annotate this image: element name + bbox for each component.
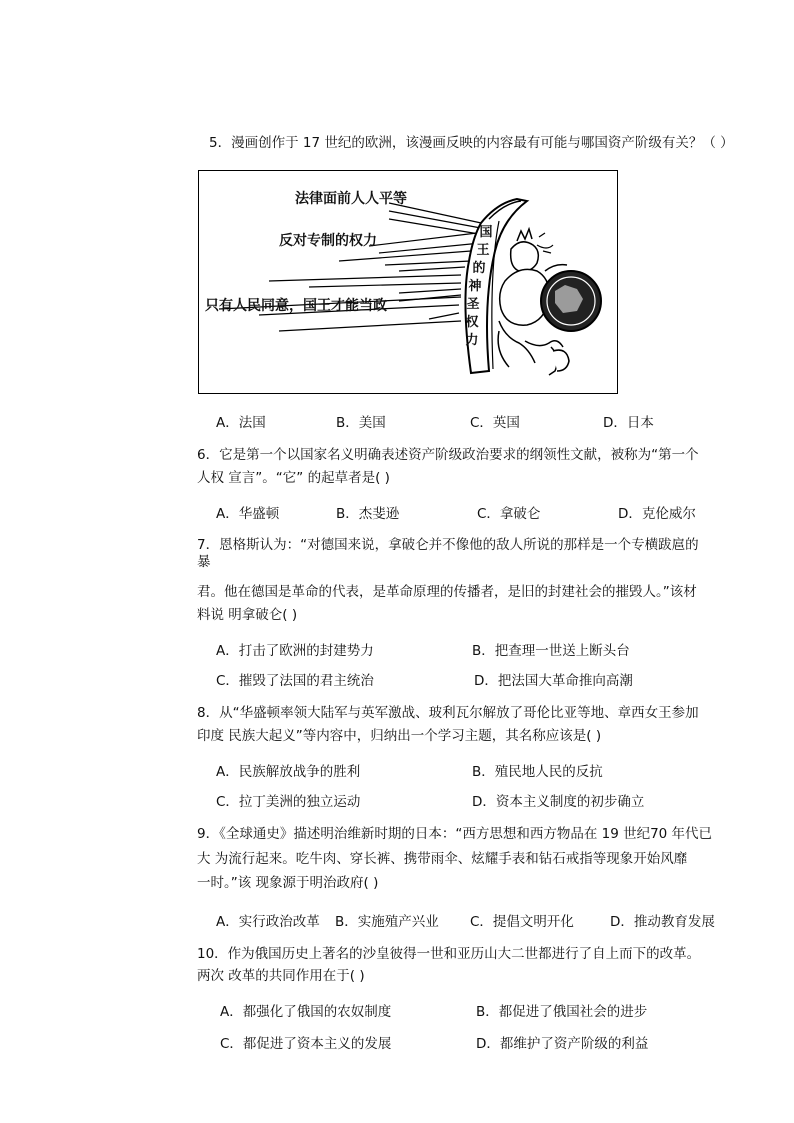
q5-option-b[interactable]: B．美国 [336,415,386,431]
q9-stem-line2: 大 为流行起来。吃牛肉、穿长裤、携带雨伞、炫耀手表和钻石戒指等现象开始风靡 [197,851,688,867]
cartoon-figure [198,170,618,394]
q5-option-c[interactable]: C．英国 [470,415,520,431]
q8-option-b[interactable]: B．殖民地人民的反抗 [472,764,603,780]
q7-option-d[interactable]: D．把法国大革命推向高潮 [474,673,633,689]
shield-char: 国 [479,225,493,240]
q9-stem-line3: 一时。”该 现象源于明治政府( ) [197,875,379,891]
q10-option-c[interactable]: C．都促进了资本主义的发展 [220,1036,392,1052]
q8-option-d[interactable]: D．资本主义制度的初步确立 [472,794,645,810]
q7-option-b[interactable]: B．把查理一世送上断头台 [472,643,630,659]
q9-option-c[interactable]: C．提倡文明开化 [470,914,574,930]
q7-stem-line3: 君。他在德国是革命的代表，是革命原理的传播者，是旧的封建社会的摧毁人。”该材 [197,584,697,600]
q6-stem-line1: 6．它是第一个以国家名义明确表述资产阶级政治要求的纲领性文献，被称为“第一个 [197,447,699,463]
q7-stem-line1: 7．恩格斯认为：“对德国来说，拿破仑并不像他的敌人所说的那样是一个专横跋扈的 [197,537,699,553]
q6-stem-line2: 人权 宣言”。“它” 的起草者是( ) [197,470,390,486]
q10-option-d[interactable]: D．都维护了资产阶级的利益 [476,1036,649,1052]
q10-stem-line2: 两次 改革的共同作用在于( ) [197,968,365,984]
q10-option-a[interactable]: A．都强化了俄国的农奴制度 [220,1004,392,1020]
q7-stem-line4: 料说 明拿破仑( ) [197,607,298,623]
q6-option-b[interactable]: B．杰斐逊 [336,506,400,522]
q9-option-b[interactable]: B．实施殖产兴业 [335,914,439,930]
shield-char: 圣 [466,297,480,312]
shield-char: 权 [465,315,479,330]
q9-option-d[interactable]: D．推动教育发展 [610,914,715,930]
q7-stem-line2: 暴 [197,554,211,570]
q6-option-a[interactable]: A．华盛顿 [216,506,280,522]
q6-option-d[interactable]: D．克伦威尔 [618,506,696,522]
shield-char: 神 [468,279,482,294]
shield-char: 王 [476,243,490,258]
cartoon-label-equality: 法律面前人人平等 [295,191,407,207]
cartoon-drawing [199,171,618,394]
q5-stem: 5．漫画创作于 17 世纪的欧洲，该漫画反映的内容最有可能与哪国资产阶级有关？（ ） [209,135,734,151]
q8-stem-line2: 印度 民族大起义”等内容中，归纳出一个学习主题，其名称应该是( ) [197,728,602,744]
q9-stem-line1: 9．《全球通史》描述明治维新时期的日本：“西方思想和西方物品在 19 世纪70 年代已 [197,826,713,842]
q7-option-c[interactable]: C．摧毁了法国的君主统治 [216,673,374,689]
q5-option-a[interactable]: A．法国 [216,415,266,431]
q8-stem-line1: 8．从“华盛顿率领大陆军与英军激战、玻利瓦尔解放了哥伦比亚等地、章西女王参加 [197,705,699,721]
q9-option-a[interactable]: A．实行政治改革 [216,914,320,930]
q10-stem-line1: 10．作为俄国历史上著名的沙皇彼得一世和亚历山大二世都进行了自上而下的改革。 [197,946,701,962]
q7-option-a[interactable]: A．打击了欧洲的封建势力 [216,643,374,659]
cartoon-label-consent: 只有人民同意，国王才能当政 [205,298,387,314]
q5-option-d[interactable]: D．日本 [603,415,654,431]
cartoon-label-anti-autocracy: 反对专制的权力 [279,233,377,249]
shield-char: 的 [472,261,486,276]
q6-option-c[interactable]: C．拿破仑 [477,506,541,522]
shield-char: 力 [465,333,479,348]
q8-option-a[interactable]: A．民族解放战争的胜利 [216,764,361,780]
q8-option-c[interactable]: C．拉丁美洲的独立运动 [216,794,361,810]
q10-option-b[interactable]: B．都促进了俄国社会的进步 [476,1004,648,1020]
